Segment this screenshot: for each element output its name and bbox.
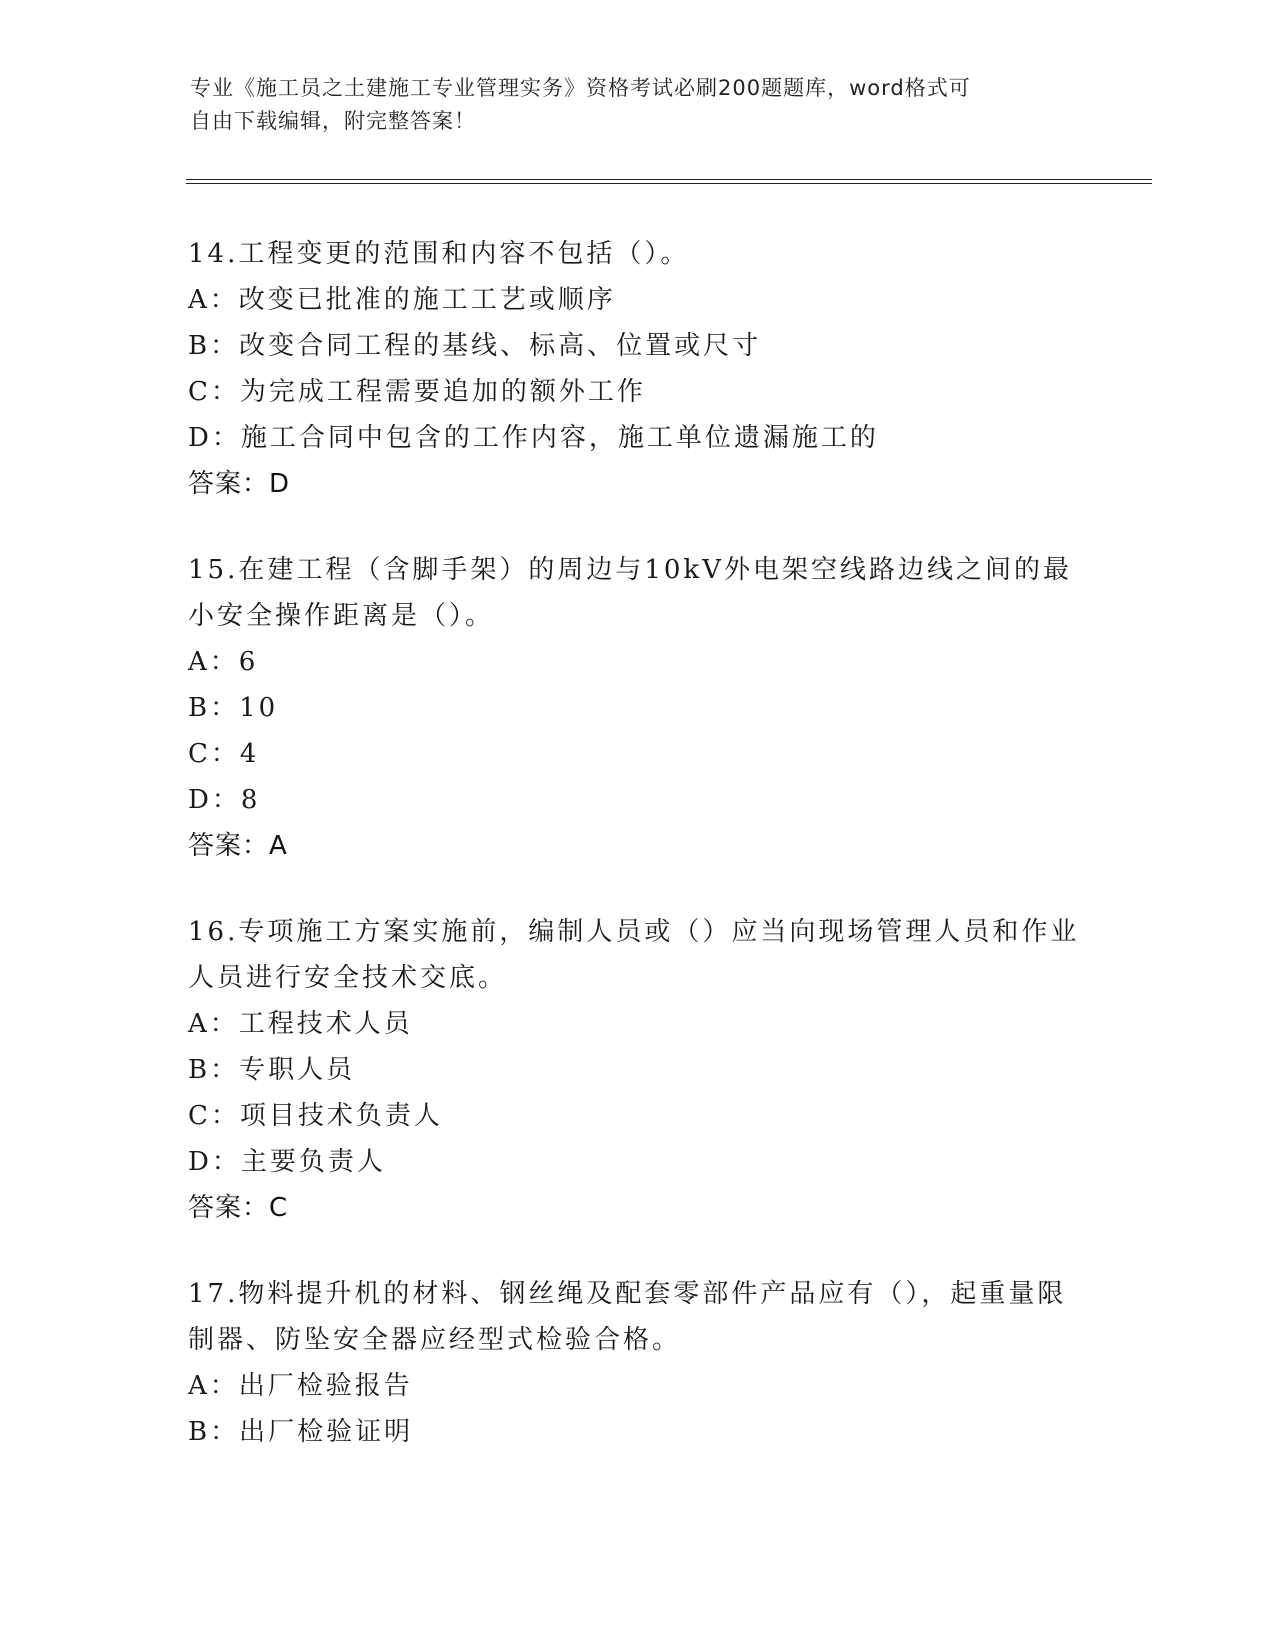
header-divider-top bbox=[186, 179, 1152, 180]
question-stem: 16.专项施工方案实施前，编制人员或（）应当向现场管理人员和作业 bbox=[188, 917, 1080, 947]
document-header bbox=[190, 72, 1090, 138]
answer: 答案：D bbox=[188, 469, 291, 499]
question-stem: 15.在建工程（含脚手架）的周边与10kV外电架空线路边线之间的最 bbox=[188, 555, 1072, 585]
question-list bbox=[188, 231, 1088, 1495]
option-d: D：主要负责人 bbox=[188, 1147, 386, 1177]
option-d: D：施工合同中包含的工作内容，施工单位遗漏施工的 bbox=[188, 423, 879, 453]
question-17 bbox=[188, 1271, 1088, 1455]
answer: 答案：C bbox=[188, 1193, 289, 1223]
option-a: A：出厂检验报告 bbox=[188, 1371, 413, 1401]
option-b: B：出厂检验证明 bbox=[188, 1417, 414, 1447]
header-divider-bottom bbox=[186, 183, 1152, 184]
option-c: C：为完成工程需要追加的额外工作 bbox=[188, 377, 646, 407]
question-15 bbox=[188, 547, 1088, 869]
question-stem: 17.物料提升机的材料、钢丝绳及配套零部件产品应有（），起重量限 bbox=[188, 1279, 1067, 1309]
question-stem-continued: 小安全操作距离是（）。 bbox=[188, 601, 495, 631]
question-stem: 14.工程变更的范围和内容不包括（）。 bbox=[188, 239, 690, 269]
question-stem-continued: 人员进行安全技术交底。 bbox=[188, 963, 508, 993]
question-14 bbox=[188, 231, 1088, 507]
question-16 bbox=[188, 909, 1088, 1231]
option-d: D：8 bbox=[188, 785, 261, 815]
option-a: A：改变已批准的施工工艺或顺序 bbox=[188, 285, 616, 315]
header-line-2: 自由下载编辑，附完整答案！ bbox=[190, 109, 476, 133]
option-b: B：10 bbox=[188, 693, 279, 723]
option-b: B：改变合同工程的基线、标高、位置或尺寸 bbox=[188, 331, 762, 361]
option-c: C：4 bbox=[188, 739, 260, 769]
header-line-1: 专业《施工员之土建施工专业管理实务》资格考试必刷200题题库，word格式可 bbox=[190, 76, 971, 100]
option-c: C：项目技术负责人 bbox=[188, 1101, 443, 1131]
option-a: A：6 bbox=[188, 647, 259, 677]
option-b: B：专职人员 bbox=[188, 1055, 356, 1085]
option-a: A：工程技术人员 bbox=[188, 1009, 413, 1039]
question-stem-continued: 制器、防坠安全器应经型式检验合格。 bbox=[188, 1325, 682, 1355]
answer: 答案：A bbox=[188, 831, 288, 861]
